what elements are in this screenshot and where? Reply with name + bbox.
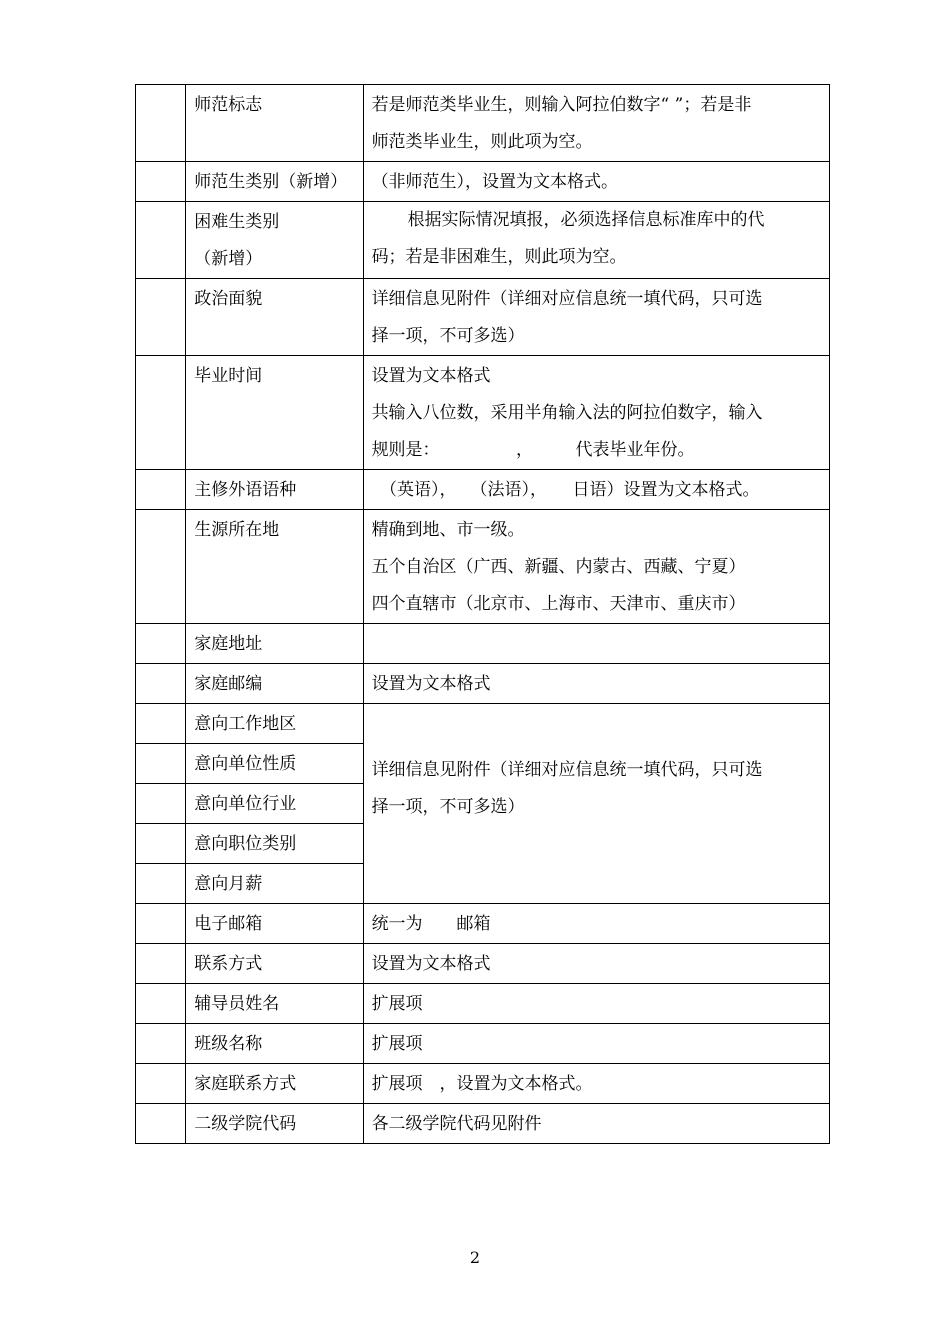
field-name: 家庭地址 [186,624,363,664]
intent-fields-description: 详细信息见附件（详细对应信息统一填代码，只可选 择一项，不可多选） [363,704,829,904]
table-row [136,279,830,356]
table-row [136,664,830,704]
field-spec-table [135,84,830,1144]
index-cell [136,1024,186,1064]
field-description: 若是师范类毕业生，则输入阿拉伯数字“ ”；若是非 师范类毕业生，则此项为空。 [363,85,829,162]
table-row [136,162,830,202]
index-cell [136,470,186,510]
index-cell [136,85,186,162]
field-name: 意向职位类别 [186,824,363,864]
field-description: 设置为文本格式 [363,944,829,984]
table-row [136,944,830,984]
field-description: 详细信息见附件（详细对应信息统一填代码，只可选 择一项，不可多选） [363,279,829,356]
table-row [136,624,830,664]
field-description: 统一为 邮箱 [363,904,829,944]
field-name: 生源所在地 [186,510,363,624]
index-cell [136,824,186,864]
index-cell [136,784,186,824]
field-description: 设置为文本格式 共输入八位数，采用半角输入法的阿拉伯数字，输入 规则是： ， 代表毕业年份。 [363,356,829,470]
table-row [136,704,830,744]
field-name: 电子邮箱 [186,904,363,944]
table-row [136,510,830,624]
field-name: 困难生类别 （新增） [186,202,363,279]
index-cell [136,944,186,984]
field-description: （非师范生），设置为文本格式。 [363,162,829,202]
index-cell [136,510,186,624]
field-name: 家庭联系方式 [186,1064,363,1104]
index-cell [136,704,186,744]
index-cell [136,984,186,1024]
field-name: 师范生类别（新增） [186,162,363,202]
field-description: 根据实际情况填报，必须选择信息标准库中的代 码；若是非困难生，则此项为空。 [363,202,829,279]
field-description: （英语）， （法语）， 日语）设置为文本格式。 [363,470,829,510]
index-cell [136,356,186,470]
table-row [136,470,830,510]
index-cell [136,624,186,664]
field-description: 设置为文本格式 [363,664,829,704]
index-cell [136,744,186,784]
field-description [363,624,829,664]
field-name: 意向单位行业 [186,784,363,824]
field-name: 二级学院代码 [186,1104,363,1144]
index-cell [136,1064,186,1104]
table-row [136,85,830,162]
index-cell [136,162,186,202]
field-description: 精确到地、市一级。 五个自治区（广西、新疆、内蒙古、西藏、宁夏） 四个直辖市（北京市、上海市、天津市、重庆市） [363,510,829,624]
field-name: 班级名称 [186,1024,363,1064]
index-cell [136,664,186,704]
field-name: 意向单位性质 [186,744,363,784]
index-cell [136,279,186,356]
index-cell [136,1104,186,1144]
field-description: 扩展项 ，设置为文本格式。 [363,1064,829,1104]
table-row [136,904,830,944]
field-description: 各二级学院代码见附件 [363,1104,829,1144]
field-description: 扩展项 [363,1024,829,1064]
table-row [136,1064,830,1104]
table-row [136,1024,830,1064]
field-description: 扩展项 [363,984,829,1024]
field-name: 意向工作地区 [186,704,363,744]
table-row [136,984,830,1024]
field-name: 意向月薪 [186,864,363,904]
page-number: 2 [469,1248,481,1267]
table-row [136,202,830,279]
field-name: 辅导员姓名 [186,984,363,1024]
field-name: 毕业时间 [186,356,363,470]
field-name: 主修外语语种 [186,470,363,510]
index-cell [136,202,186,279]
index-cell [136,864,186,904]
table-row [136,356,830,470]
field-name: 家庭邮编 [186,664,363,704]
table-row [136,1104,830,1144]
field-name: 联系方式 [186,944,363,984]
field-name: 政治面貌 [186,279,363,356]
field-name: 师范标志 [186,85,363,162]
index-cell [136,904,186,944]
